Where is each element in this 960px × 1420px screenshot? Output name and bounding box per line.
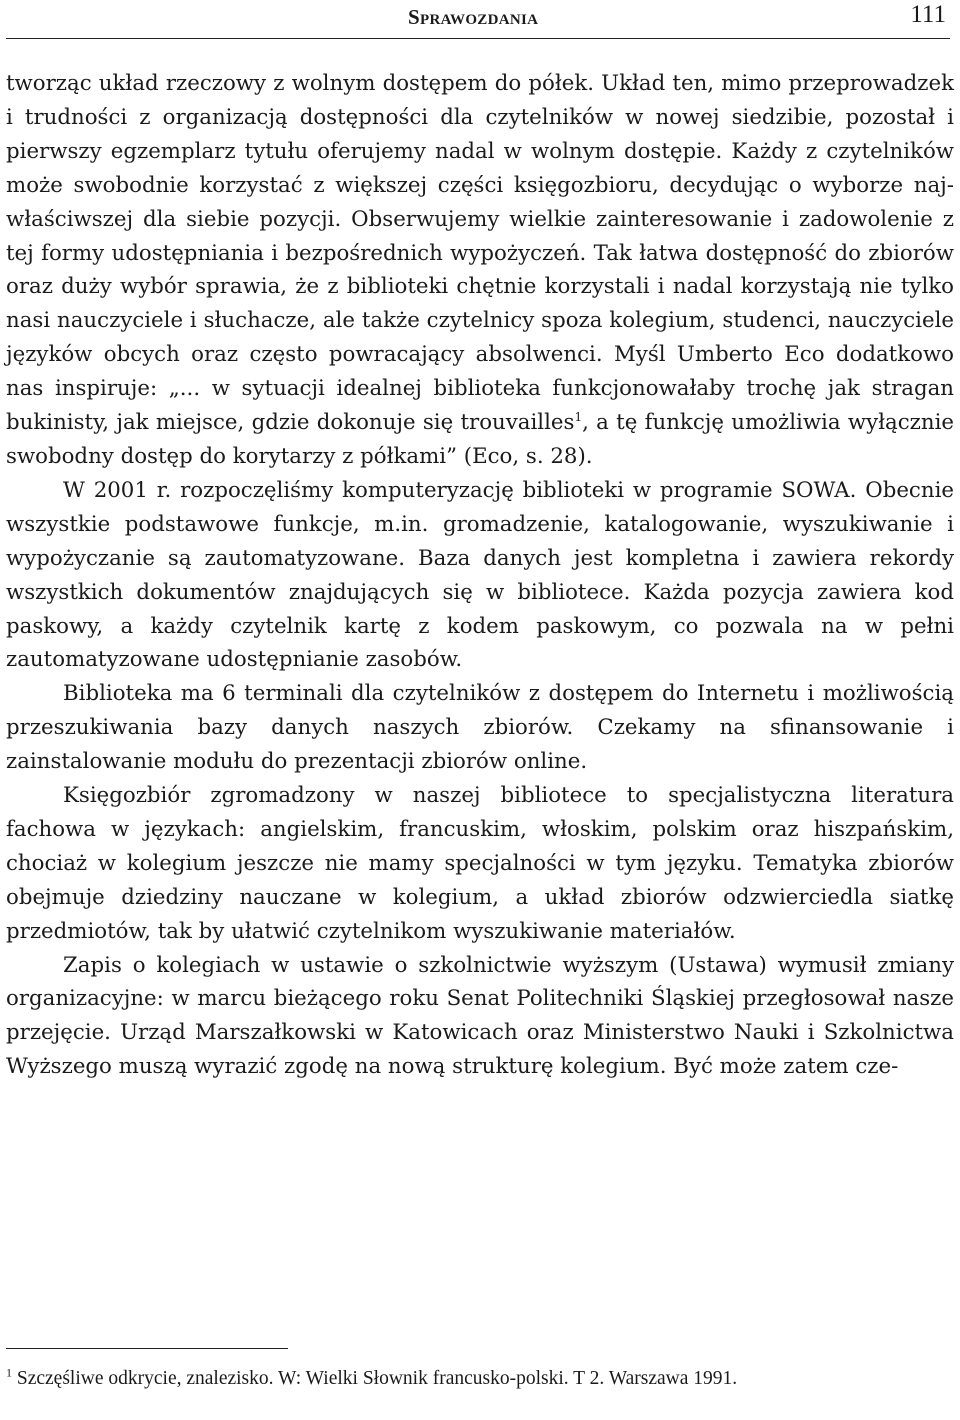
footnote-text: Szczęśliwe odkrycie, znalezisko. W: Wielki Słownik francusko-polski. T 2. Warszawa 1991. <box>12 1368 738 1389</box>
footnote <box>6 1366 954 1392</box>
paragraph-2: W 2001 r. rozpoczęliśmy komputeryzację biblioteki w programie SOWA. Obecnie wszystkie podstawowe funkcje, m.in. gromadzenie, katalogowanie, wyszukiwanie i wypożyczanie są zautomatyzowane. Baza danych jest kompletna i zawiera rekordy wszystkich dokumentów znajdujących się w bibliotece. Każda pozycja zawiera kod paskowy, a każdy czytelnik kartę z kodem paskowym, co pozwala na w pełni zautomatyzowane udostępnianie zasobów. <box>6 477 954 673</box>
paragraph-4: Księgozbiór zgromadzony w naszej bibliotece to specjalistyczna literatura fachowa w językach: angielskim, francuskim, włoskim, polskim oraz hiszpańskim, chociaż w kolegium jeszcze nie mamy specjalności w tym języku. Tematyka zbiorów obejmuje dziedziny nauczane w kolegium, a układ zbiorów odzwierciedla siatkę przedmiotów, tak by ułatwić czytelnikom wyszukiwanie materiałów. <box>6 783 954 944</box>
footnote-reference: 1 <box>574 409 583 424</box>
header-title: Sprawozdania <box>408 5 539 29</box>
footnote-separator <box>6 1348 288 1349</box>
footnote-marker: 1 <box>6 1365 12 1380</box>
paragraph-3: Biblioteka ma 6 terminali dla czytelników z dostępem do Internetu i możliwością przeszukiwania bazy danych naszych zbiorów. Czekamy na sfinansowanie i zainstalowanie modułu do prezentacji zbiorów online. <box>6 681 954 775</box>
paragraph-text: tworząc układ rzeczowy z wolnym dostępem do półek. Układ ten, mimo przeprowadzek i trudności z organizacją dostępności dla czytelników w nowej siedzibie, pozostał i pierwszy egzemplarz tytułu oferujemy nadal w wolnym dostępie. Każdy z czytelników może swobodnie korzystać z większej części księgozbioru, decydując o wyborze najwłaściwszej dla siebie pozycji. Obserwujemy wielkie zainteresowanie i zadowolenie z tej formy udostępniania i bezpośrednich wypożyczeń. Tak łatwa dostępność do zbiorów oraz duży wybór sprawia, że z biblioteki chętnie korzystali i nadal korzystają nie tylko nasi nauczyciele i słuchacze, ale także czytelnicy spoza kolegium, studenci, nauczyciele języków obcych oraz często powracający absolwenci. Myśl Umberto Eco dodatkowo nas inspiruje: „... w sytuacji idealnej biblioteka funkcjonowałaby trochę jak stragan bukinisty, jak miejsce, gdzie dokonuje się trouvailles <box>6 71 954 436</box>
page-number: 111 <box>910 1 946 28</box>
paragraph-text-continued: , a tę funkcję umożliwia wyłącznie swobodny dostęp do korytarzy z półkami” (Eco, s. 28). <box>6 410 954 469</box>
body-text <box>6 67 954 1084</box>
paragraph-5: Zapis o kolegiach w ustawie o szkolnictwie wyższym (Ustawa) wymusił zmiany organizacyjne: w marcu bieżącego roku Senat Politechniki Śląskiej przegłosował nasze przejęcie. Urząd Marszałkowski w Katowicach oraz Ministerstwo Nauki i Szkolnictwa Wyższego muszą wyrazić zgodę na nową strukturę kolegium. Być może zatem cze- <box>6 952 954 1080</box>
paragraph-1 <box>6 67 954 474</box>
running-header <box>6 0 950 39</box>
